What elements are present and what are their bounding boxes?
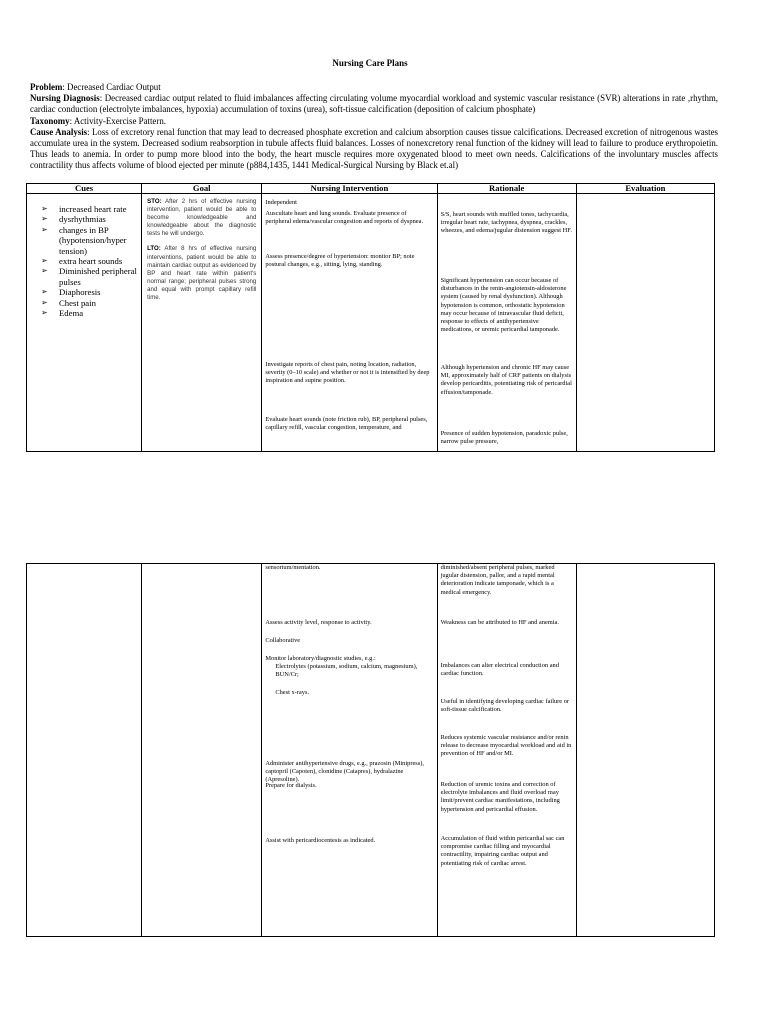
evaluation-cell (576, 564, 714, 937)
rationale-item: Significant hypertension can occur because of disturbances in the renin-angiotensin-aldosterone system (caused by renal dysfunction). Although hypotension is common, orthostatic hypotension may occur because of intravascular fluid deficit, response to effects of antihypertensive medications, or uremic pericardial tamponade. (440, 277, 567, 334)
list-item: ➢ Chest pain (41, 298, 137, 308)
header-nursing-intervention: Nursing Intervention (262, 184, 437, 194)
intervention-item: Assess activity level, response to activity. (265, 619, 372, 626)
rationale-item: Imbalances can alter electrical conduction and cardiac function. (440, 662, 559, 678)
long-term-goal (147, 245, 256, 302)
short-term-goal (147, 198, 256, 238)
cues-cell (27, 564, 142, 937)
collaborative-label: Collaborative (265, 637, 301, 644)
header-evaluation: Evaluation (576, 184, 714, 194)
rationale-item: Weakness can be attributed to HF and anemia. (440, 619, 559, 626)
list-item: ➢ increased heart rate (41, 204, 137, 214)
rationale-item: Reduction of uremic toxins and correction of electrolyte imbalances and fluid overload may limit/prevent cardiac manifestations, including hypertension and pericardial effusion. (440, 781, 560, 813)
independent-label: Independent (265, 199, 297, 206)
cause-label: Cause Analysis (30, 126, 88, 137)
intervention-subitem: Electrolytes (potassium, sodium, calcium, magnesium), BUN/Cr; (275, 663, 418, 679)
rationale-item: Although hypertension and chronic HF may cause MI, approximately half of CRF patients on dialysis develop pericarditis, potentiating risk of pericardial effusion/tamponade. (440, 364, 572, 396)
intervention-item: Evaluate heart sounds (note friction rub), BP, peripheral pulses, capillary refill, vascular congestion, temperature, and (265, 416, 428, 432)
rationale-item: Useful in identifying developing cardiac failure or soft-tissue calcification. (440, 698, 570, 714)
rationale-item: Reduces systemic vascular resistance and/or renin release to decrease myocardial workload and aid in prevention of HF and/or MI. (440, 734, 572, 758)
taxonomy-text: : Activity-Exercise Pattern. (69, 115, 166, 126)
table-header-row (27, 184, 715, 194)
sto-label: STO: (147, 198, 162, 205)
intervention-cell (262, 194, 437, 452)
cause-line (30, 127, 718, 172)
intervention-cell (262, 564, 437, 937)
cause-text: : Loss of excretory renal function that may lead to decreased phosphate excretion and calcium absorption causes tissue calcifications. Decreased excretion of nitrogenous wastes accumulate urea in the system. Decreased sodium reabsorption in tubule affects fluid balances. Losses of nonexcretory renal function of the kidney will lead to failure to produce erythropoietin. Thus leads to anemia. In order to pump more blood into the body, the heart muscle requires more oxygenated blood to meet own needs. Calcifications of the involuntary muscles affects contractility thus affects volume of blood ejected per minute (p884,1435, 1441 Medical-Surgical Nursing by Black et.al) (30, 126, 718, 171)
intervention-item: Prepare for dialysis. (265, 782, 317, 789)
list-item: ➢ Diminished peripheral pulses (41, 266, 137, 287)
document-title: Nursing Care Plans (332, 58, 408, 68)
intervention-item: Assist with pericardiocentesis as indicated. (265, 837, 376, 844)
problem-label: Problem (30, 82, 63, 92)
header-goal: Goal (142, 184, 262, 194)
cues-cell (27, 194, 142, 452)
intervention-text: Monitor laboratory/diagnostic studies, e.g.: (265, 655, 376, 662)
problem-text: : Decreased Cardiac Output (62, 82, 161, 92)
table-row (27, 194, 715, 452)
rationale-item: Accumulation of fluid within pericardial sac can compromise cardiac filling and myocardial contractility, impairing cardiac output and potentiating risk of cardiac arrest. (440, 835, 565, 867)
rationale-cell (437, 194, 576, 452)
table-row (27, 564, 715, 937)
header-cues: Cues (27, 184, 142, 194)
list-item: ➢ extra heart sounds (41, 256, 137, 266)
cues-list (27, 204, 141, 318)
lto-label: LTO: (147, 245, 161, 253)
list-item: ➢ dysrhythmias (41, 214, 137, 224)
rationale-item: Presence of sudden hypotension, paradoxic pulse, narrow pulse pressure, (440, 430, 568, 446)
taxonomy-line (30, 116, 718, 127)
rationale-item: diminished/absent peripheral pulses, marked jugular distension, pallor, and a rapid mental deterioration indicate tamponade, which is a medical emergency. (440, 564, 555, 596)
rationale-cell (437, 564, 576, 937)
intervention-item (265, 655, 433, 697)
care-plan-header (30, 82, 718, 172)
list-item: ➢ Diaphoresis (41, 287, 137, 297)
care-plan-table-page-1 (26, 183, 715, 452)
taxonomy-label: Taxonomy (30, 115, 70, 126)
list-item: ➢ changes in BP (hypotension/hyper tension) (41, 225, 137, 256)
diagnosis-label: Nursing Diagnosis (30, 93, 100, 104)
intervention-subitem: Chest x-rays. (275, 688, 310, 696)
problem-line (30, 82, 718, 93)
diagnosis-line (30, 93, 718, 115)
goal-cell (142, 194, 262, 452)
intervention-block (265, 199, 433, 227)
intervention-item: Assess presence/degree of hypertension: monitor BP; note postural changes, e.g., sitting, lying, standing. (265, 253, 415, 269)
intervention-item: Auscultate heart and lung sounds. Evaluate presence of peripheral edema/vascular congestion and reports of dyspnea. (265, 210, 424, 226)
intervention-item: Administer antihypertensive drugs, e.g., prazosin (Minipress), captopril (Capoten), clonidine (Catapres), hydralazine (Apresoline). (265, 760, 424, 784)
evaluation-cell (576, 194, 714, 452)
intervention-item: Investigate reports of chest pain, noting location, radiation, severity (0–10 scale) and whether or not it is intensified by deep inspiration and supine position. (265, 361, 430, 385)
care-plan-table-page-2 (26, 563, 715, 937)
lto-text: After 8 hrs of effective nursing interventions, patient would be able to maintain cardiac output as evidenced by BP and heart rate within patient's normal range; peripheral pulses strong and equal with prompt capillary refill time. (147, 245, 257, 302)
rationale-item: S/S, heart sounds with muffled tones, tachycardia, irregular heart rate, tachypnea, dyspnea, crackles, wheezes, and edema/jugular distension suggest HF. (440, 211, 572, 235)
header-rationale: Rationale (437, 184, 576, 194)
list-item: ➢ Edema (41, 308, 137, 318)
diagnosis-text: : Decreased cardiac output related to fluid imbalances affecting circulating volume myocardial workload and systemic vascular resistance (SVR) alterations in rate ,rhythm, cardiac conduction (electrolyte imbalances, hypoxia) accumulation of toxins (urea), soft-tissue calcification (deposition of calcium phosphate) (30, 93, 719, 115)
intervention-item: sensorium/mentation. (265, 564, 321, 571)
goal-cell (142, 564, 262, 937)
goal-text (142, 194, 261, 302)
sto-text: After 2 hrs of effective nursing intervention, patient would be able to become knowledgeable and knowledgeable about the diagnostic tests he will undergo. (147, 198, 257, 238)
